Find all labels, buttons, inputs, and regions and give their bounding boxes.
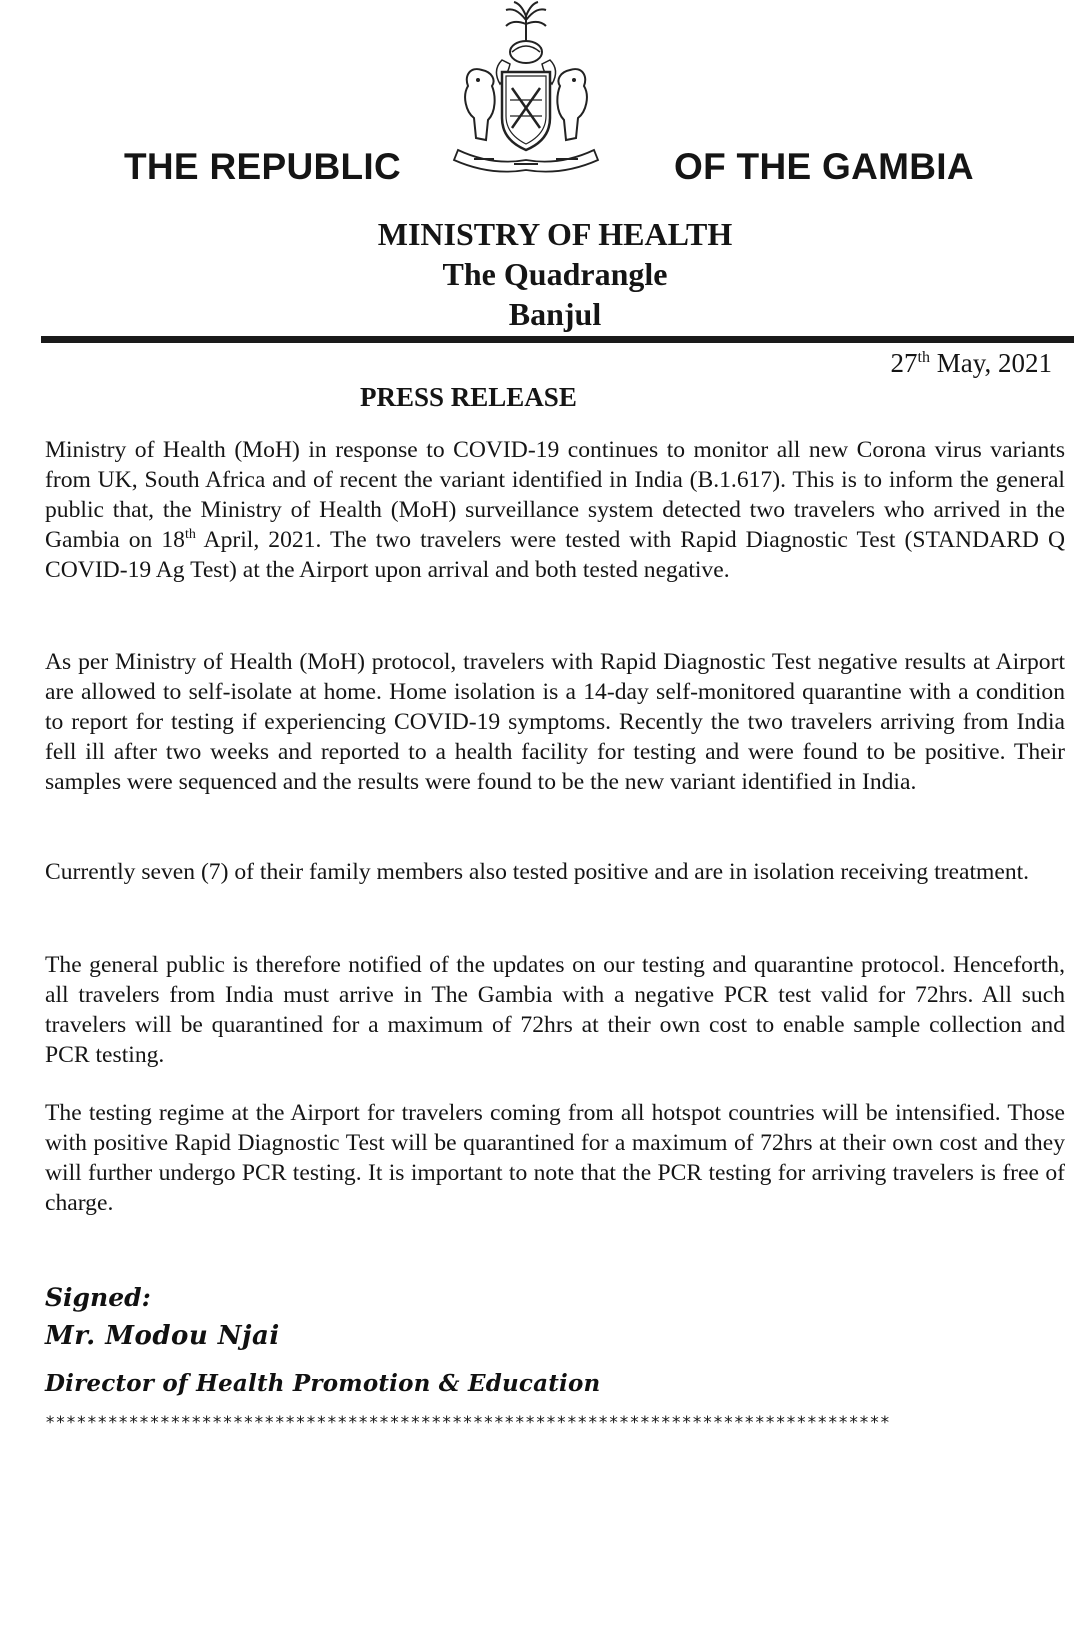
ministry-name: MINISTRY OF HEALTH — [377, 216, 733, 252]
paragraph-1: Ministry of Health (MoH) in response to COVID-19 continues to monitor all new Corona virus variants from UK, South Africa and of recent the variant identified in India (B.1.617). This is to inform the general public that, the Ministry of Health (MoH) surveillance system detected two travelers who arrived in the Gambia on 18th April, 2021. The two travelers were tested with Rapid Diagnostic Test (STANDARD Q COVID-19 Ag Test) at the Airport upon arrival and both tested negative. — [45, 437, 1065, 583]
signed-label: Signed: — [45, 1283, 151, 1312]
press-release-title: PRESS RELEASE — [360, 382, 577, 412]
signatory-position: Director of Health Promotion & Education — [45, 1370, 601, 1397]
coat-of-arms-icon — [452, 0, 600, 176]
release-date: 27th May, 2021 — [890, 348, 1052, 378]
footer-stars-divider: ********************************************************************************* — [45, 1413, 891, 1433]
paragraph-5: The testing regime at the Airport for travelers coming from all hotspot countries will be intensified. Those with positive Rapid Diagnostic Test will be quarantined for a maximum of 72hrs at their own cost and they will further undergo PCR testing. It is important to note that the PCR testing for arriving travelers is free of charge. — [45, 1100, 1065, 1216]
paragraph-4: The general public is therefore notified of the updates on our testing and quarantine protocol. Henceforth, all travelers from India must arrive in The Gambia with a negative PCR test valid for 72hrs. All such travelers will be quarantined for a maximum of 72hrs at their own cost to enable sample collection and PCR testing. — [45, 952, 1065, 1068]
paragraph-2: As per Ministry of Health (MoH) protocol, travelers with Rapid Diagnostic Test negative results at Airport are allowed to self-isolate at home. Home isolation is a 14-day self-monitored quarantine with a condition to report for testing if experiencing COVID-19 symptoms. Recently the two travelers arriving from India fell ill after two weeks and reported to a health facility for testing and were found to be positive. Their samples were sequenced and the results were found to be the new variant identified in India. — [45, 649, 1065, 795]
header-gambia: OF THE GAMBIA — [674, 146, 974, 187]
paragraph-3: Currently seven (7) of their family members also tested positive and are in isolation receiving treatment. — [45, 859, 1030, 885]
header-divider — [41, 336, 1074, 343]
ministry-address: The Quadrangle — [442, 256, 668, 292]
signatory-name: Mr. Modou Njai — [45, 1321, 280, 1351]
ministry-city: Banjul — [508, 296, 602, 332]
header-republic: THE REPUBLIC — [124, 146, 401, 187]
